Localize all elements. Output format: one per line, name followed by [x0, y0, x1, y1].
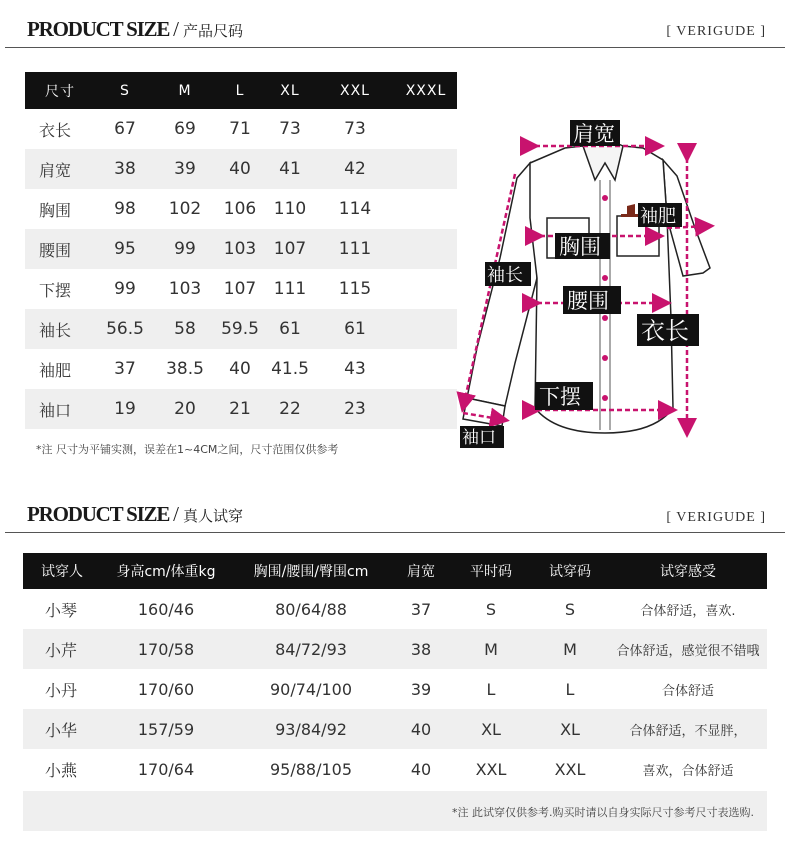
- size-cell: 98: [114, 199, 136, 219]
- section2-slash: /: [173, 502, 180, 526]
- label-chest-text: 胸围: [559, 235, 601, 259]
- try-cell: 95/88/105: [269, 759, 353, 779]
- try-cell: 40: [410, 759, 432, 779]
- size-cell: 99: [114, 279, 136, 299]
- size-cell: 41.5: [271, 359, 309, 379]
- size-table-row: [25, 109, 457, 149]
- try-cell: 小琴: [45, 600, 78, 620]
- size-row-label: 肩宽: [25, 149, 95, 189]
- try-cell: 170/64: [137, 759, 195, 779]
- try-header-cell: 身高cm/体重kg: [101, 553, 231, 589]
- label-hem: [535, 382, 593, 410]
- try-cell: XL: [531, 709, 609, 749]
- size-cell: 73: [279, 119, 301, 139]
- size-cell: 43: [344, 359, 366, 379]
- try-table-row: [23, 669, 767, 709]
- try-cell: 合体舒适，不显胖，: [609, 709, 767, 749]
- size-cell: 61: [265, 309, 315, 349]
- size-cell: 106: [223, 199, 257, 219]
- brand-label-2: [ VERIGUDE ]: [666, 510, 766, 525]
- try-cell: 93/84/92: [231, 709, 391, 749]
- label-cuff-text: 袖口: [462, 428, 496, 448]
- try-cell: M: [451, 629, 531, 669]
- size-table-row: [25, 229, 457, 269]
- size-cell: 103: [168, 279, 202, 299]
- size-row-label: 胸围: [39, 200, 72, 220]
- size-cell: 39: [155, 149, 215, 189]
- size-cell: 20: [155, 389, 215, 429]
- size-cell: 40: [229, 359, 251, 379]
- try-on-table: [23, 553, 767, 789]
- try-header-cell: 试穿人: [23, 553, 101, 589]
- try-cell: L: [486, 679, 496, 699]
- label-length: [637, 314, 699, 346]
- size-cell: 23: [315, 389, 395, 429]
- size-cell: 107: [265, 229, 315, 269]
- size-cell: 56.5: [95, 309, 155, 349]
- try-cell: 小丹: [45, 680, 78, 700]
- section1-divider: [5, 47, 785, 48]
- size-header-cell: L: [215, 72, 265, 109]
- size-header-cell: XXL: [315, 72, 395, 109]
- section2-title-cn: 真人试穿: [183, 507, 244, 525]
- try-cell: 170/60: [137, 679, 195, 699]
- try-cell: 40: [391, 709, 451, 749]
- try-cell: 小华: [23, 709, 101, 749]
- size-cell: [395, 109, 457, 149]
- try-cell: 157/59: [101, 709, 231, 749]
- size-note: *注 尺寸为平铺实测，误差在1~4CM之间，尺寸范围仅供参考: [36, 443, 339, 456]
- try-cell: XXL: [475, 759, 507, 779]
- size-cell: 69: [174, 119, 196, 139]
- section1-title-en: PRODUCT SIZE: [27, 17, 170, 41]
- size-table-row: [25, 149, 457, 189]
- size-cell: 115: [338, 279, 372, 299]
- section1-title-cn: 产品尺码: [183, 22, 244, 40]
- size-cell: 58: [155, 309, 215, 349]
- size-header-cell: M: [155, 72, 215, 109]
- size-cell: 59.5: [215, 309, 265, 349]
- size-table-row: [25, 349, 457, 389]
- size-header-cell: S: [95, 72, 155, 109]
- try-cell: 160/46: [137, 599, 195, 619]
- size-cell: 73: [344, 119, 366, 139]
- size-cell: [395, 309, 457, 349]
- try-header-cell: 平时码: [451, 553, 531, 589]
- size-cell: 107: [223, 279, 257, 299]
- try-note: *注 此试穿仅供参考.购买时请以自身实际尺寸参考尺寸表选购.: [452, 806, 754, 819]
- size-cell: 21: [215, 389, 265, 429]
- size-table-header: [25, 72, 457, 109]
- size-cell: 37: [114, 359, 136, 379]
- size-table: [25, 72, 457, 429]
- try-cell: S: [564, 599, 576, 619]
- size-header-cell: XL: [265, 72, 315, 109]
- try-table-row: [23, 749, 767, 789]
- try-cell: 90/74/100: [269, 679, 353, 699]
- try-cell: 合体舒适，感觉很不错哦: [609, 629, 767, 669]
- try-cell: 37: [410, 599, 432, 619]
- section2-header: [27, 502, 243, 532]
- size-table-row: [25, 189, 457, 229]
- try-cell: XXL: [554, 759, 586, 779]
- label-sleeve-length-text: 袖长: [487, 265, 523, 286]
- size-row-label: 袖肥: [39, 360, 72, 380]
- label-sleeve-width-text: 袖肥: [640, 206, 676, 227]
- label-sleeve-width: [638, 203, 682, 227]
- size-cell: 110: [273, 199, 307, 219]
- size-cell: 95: [95, 229, 155, 269]
- size-cell: 71: [229, 119, 251, 139]
- size-table-row: [25, 269, 457, 309]
- label-length-text: 衣长: [641, 317, 689, 345]
- try-cell: 170/58: [101, 629, 231, 669]
- try-cell: 合体舒适: [661, 683, 714, 699]
- size-cell: 111: [315, 229, 395, 269]
- try-header-cell: 肩宽: [391, 553, 451, 589]
- size-cell: 114: [338, 199, 372, 219]
- try-cell: 38: [391, 629, 451, 669]
- brand-label-1: [ VERIGUDE ]: [666, 24, 766, 39]
- try-cell: 84/72/93: [231, 629, 391, 669]
- label-shoulder-text: 肩宽: [573, 122, 615, 146]
- size-cell: 41: [265, 149, 315, 189]
- label-cuff: [460, 426, 504, 448]
- section1-header: [27, 17, 243, 47]
- try-cell: 合体舒适，喜欢.: [640, 603, 736, 619]
- try-cell: 小燕: [45, 760, 78, 780]
- size-row-label: 袖口: [25, 389, 95, 429]
- label-chest: [555, 233, 610, 259]
- size-cell: 38: [95, 149, 155, 189]
- try-cell: M: [531, 629, 609, 669]
- try-table-row: [23, 589, 767, 629]
- size-cell: [395, 229, 457, 269]
- size-cell: [395, 349, 457, 389]
- size-cell: [395, 389, 457, 429]
- try-cell: 小芹: [23, 629, 101, 669]
- size-cell: 67: [114, 119, 136, 139]
- shirt-measurement-diagram: [455, 108, 790, 453]
- try-cell: L: [565, 679, 575, 699]
- size-row-label: 腰围: [25, 229, 95, 269]
- size-cell: 99: [155, 229, 215, 269]
- size-cell: 19: [95, 389, 155, 429]
- size-cell: 61: [315, 309, 395, 349]
- try-cell: 80/64/88: [275, 599, 347, 619]
- section2-title-en: PRODUCT SIZE: [27, 502, 170, 526]
- try-table-header: [23, 553, 767, 589]
- size-cell: 40: [215, 149, 265, 189]
- try-header-cell: 胸围/腰围/臀围cm: [231, 553, 391, 589]
- try-table-row: [23, 629, 767, 669]
- try-header-cell: 试穿感受: [609, 553, 767, 589]
- try-cell: XL: [451, 709, 531, 749]
- size-cell: 111: [273, 279, 307, 299]
- section1-slash: /: [173, 17, 180, 41]
- size-cell: [395, 189, 457, 229]
- size-table-row: [25, 309, 457, 349]
- size-cell: 38.5: [166, 359, 204, 379]
- label-waist-text: 腰围: [567, 289, 609, 313]
- section2-divider: [5, 532, 785, 533]
- size-cell: 42: [315, 149, 395, 189]
- size-cell: 103: [215, 229, 265, 269]
- size-row-label: 衣长: [39, 120, 72, 140]
- label-shoulder: [570, 120, 620, 146]
- try-cell: 39: [410, 679, 432, 699]
- size-row-label: 袖长: [25, 309, 95, 349]
- label-sleeve-length: [485, 262, 531, 286]
- try-cell: S: [485, 599, 497, 619]
- try-header-cell: 试穿码: [531, 553, 609, 589]
- size-header-cell: XXXL: [395, 72, 457, 109]
- size-header-cell: 尺寸: [25, 72, 95, 109]
- size-row-label: 下摆: [39, 280, 72, 300]
- size-cell: [395, 149, 457, 189]
- label-hem-text: 下摆: [539, 385, 581, 409]
- try-table-row: [23, 709, 767, 749]
- size-table-row: [25, 389, 457, 429]
- label-waist: [563, 286, 621, 314]
- size-cell: [395, 269, 457, 309]
- size-cell: 102: [168, 199, 202, 219]
- size-cell: 22: [265, 389, 315, 429]
- try-cell: 喜欢，合体舒适: [642, 763, 734, 779]
